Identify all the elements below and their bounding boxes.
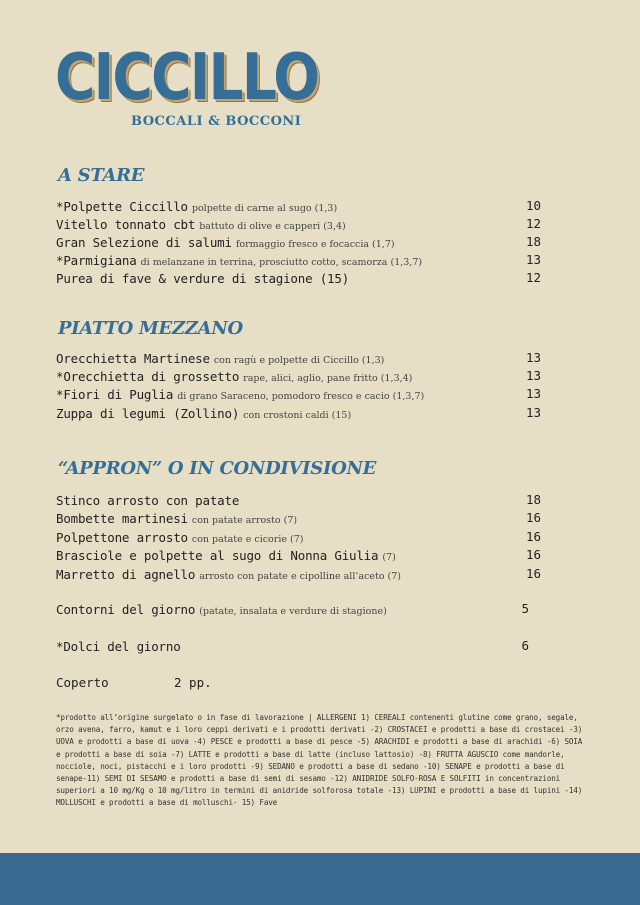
item-price: 18 [525,234,541,249]
item-price: 10 [525,198,541,213]
item-desc: con ragù e polpette di Ciccillo (1,3) [213,355,385,366]
menu-item [56,348,541,367]
section-title-a-stare: A STARE [58,165,145,186]
item-name: Marretto di agnello [56,567,196,582]
footer-band [0,853,640,905]
menu-item [56,527,541,546]
section-title-piatto-mezzano: PIATTO MEZZANO [58,318,243,339]
item-name: Contorni del giorno [56,602,196,617]
item-name: Purea di fave & verdure di stagione (15) [56,271,350,286]
menu-item [56,232,541,251]
section-title-condivisione: “APPRON” O IN CONDIVISIONE [58,458,377,479]
menu-item [56,268,541,287]
item-price: 16 [525,547,541,562]
item-name: *Polpette Ciccillo [56,199,188,214]
extra-item-contorni [56,599,541,618]
item-price: 13 [525,386,541,401]
item-desc: polpette di carne al sugo (1,3) [191,203,338,214]
item-price: 13 [525,350,541,365]
menu-item [56,214,541,233]
item-price: 5 [521,601,529,616]
menu-item [56,545,541,564]
item-desc: con crostoni caldi (15) [243,410,352,421]
item-desc: di grano Saraceno, pomodoro fresco e cacio (1,3,7) [177,391,425,402]
item-desc: (patate, insalata e verdure di stagione) [199,606,387,617]
extra-item-dolci [56,636,541,655]
item-desc: battuto di olive e capperi (3,4) [199,221,346,232]
menu-item [56,508,541,527]
item-price: 12 [525,216,541,231]
item-price: 16 [525,566,541,581]
menu-item [56,366,541,385]
logo-subtitle: BOCCALI & BOCCONI [131,114,302,129]
menu-item [56,564,541,583]
item-name: *Fiori di Puglia [56,387,174,402]
item-name: *Parmigiana [56,253,137,268]
coperto [56,675,212,690]
item-desc: rape, alici, aglio, pane fritto (1,3,4) [243,373,413,384]
item-desc: con patate e cicorie (7) [191,534,304,545]
menu-item [56,403,541,422]
item-name: Orecchietta Martinese [56,351,210,366]
item-name: *Orecchietta di grossetto [56,369,240,384]
allergen-footnote: *prodotto all’origine surgelato o in fase di lavorazione | ALLERGENI 1) CEREALI contenenti glutine come grano, segale, orzo avena, farro, kamut e i loro ceppi derivati e i prodotti derivati -2) CROSTACEI e prodotti a base di crostacei -3) UOVA e prodotti a base di uova -4) PESCE e prodotti a base di pesce -5) ARACHIDI e prodotti a base di arachidi -6) SOIA e prodotti a base di soia -7) LATTE e prodotti a base di latte (incluso lattosio) -8) FRUTTA AGUSCIO come mandorle, nocciole, noci, pistacchi e i loro prodotti -9) SEDANO e prodotti a base di sedano -10) SENAPE e prodotti a base di senape-11) SEMI DI SESAMO e prodotti a base di semi di sesamo -12) ANIDRIDE SOLFO-ROSA E SOLFITI in concentrazioni superiori a 10 mg/Kg o 10 mg/litro in termini di anidride solforosa totale -13) LUPINI e prodotti a base di lupini -14) MOLLUSCHI e prodotti a base di molluschi- 15) Fave [56,713,583,808]
item-price: 12 [525,270,541,285]
item-name: *Dolci del giorno [56,639,181,654]
item-price: 6 [521,638,529,653]
item-name: Zuppa di legumi (Zollino) [56,406,240,421]
item-price: 13 [525,368,541,383]
menu-item [56,196,541,215]
logo [55,41,319,129]
item-name: Polpettone arrosto [56,530,188,545]
item-price: 16 [525,529,541,544]
item-desc: formaggio fresco e focaccia (1,7) [235,239,395,250]
item-name: Gran Selezione di salumi [56,235,232,250]
item-desc: arrosto con patate e cipolline all’aceto (7) [199,571,402,582]
menu-item [56,250,541,269]
item-name: Brasciole e polpette al sugo di Nonna Giulia [56,548,379,563]
coperto-value: 2 pp. [174,675,212,690]
item-price: 13 [525,405,541,420]
item-name: Vitello tonnato cbt [56,217,196,232]
logo-title: CICCILLO [55,41,319,115]
item-price: 13 [525,252,541,267]
item-desc: (7) [382,552,396,563]
coperto-label: Coperto [56,675,109,690]
item-price: 18 [525,492,541,507]
item-name: Bombette martinesi [56,511,188,526]
item-name: Stinco arrosto con patate [56,493,240,508]
item-desc: con patate arrosto (7) [191,515,298,526]
menu-item [56,490,541,509]
menu-item [56,384,541,403]
item-desc: di melanzane in terrina, prosciutto cotto, scamorza (1,3,7) [140,257,423,268]
item-price: 16 [525,510,541,525]
